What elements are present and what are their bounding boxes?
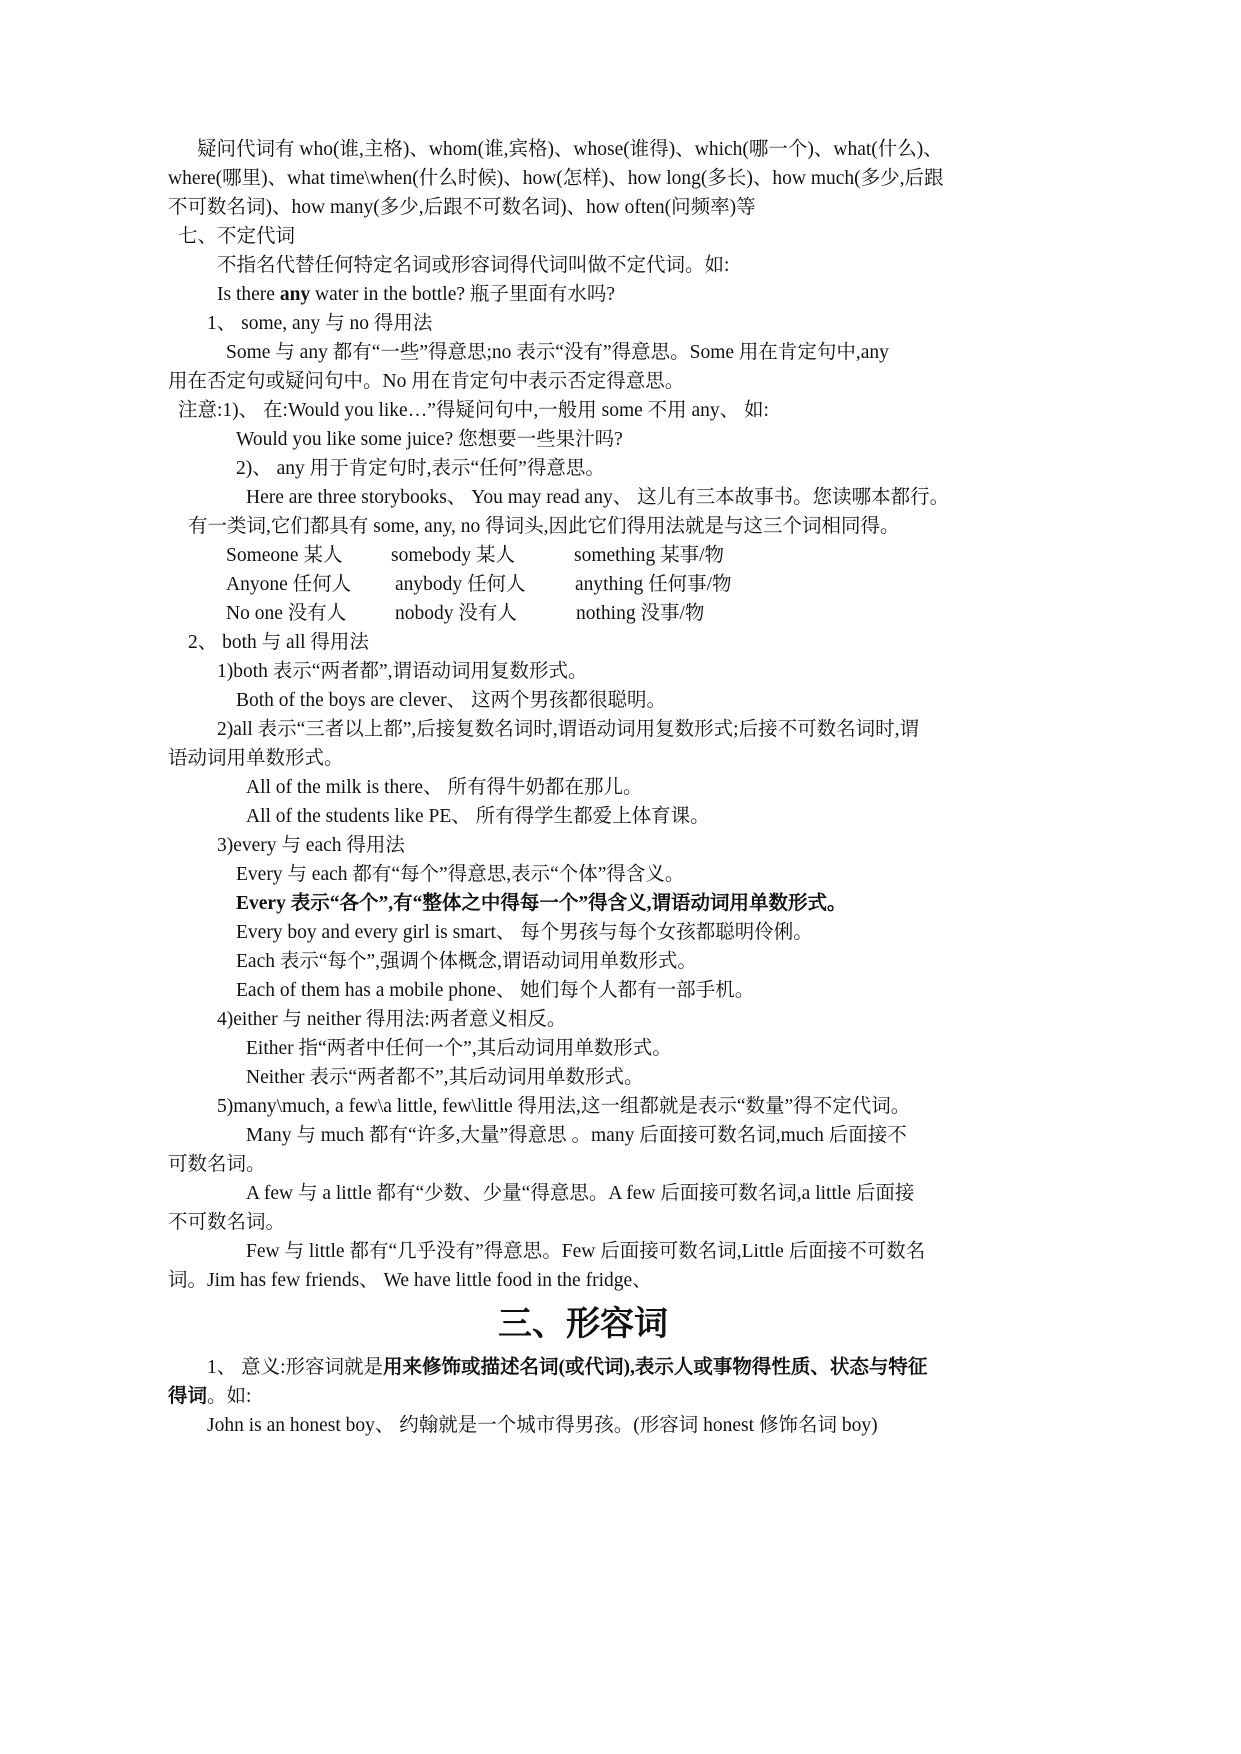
- note-line: 注意:1)、 在:Would you like…”得疑问句中,一般用 some 不用 any、 如:: [178, 400, 769, 421]
- subsection-heading: 1、 some, any 与 no 得用法: [207, 313, 433, 334]
- paragraph-line: 2)all 表示“三者以上都”,后接复数名词时,谓语动词用复数形式;后接不可数名词时,谓: [217, 719, 919, 740]
- definition-lead: 1、 意义:形容词就是: [207, 1357, 384, 1378]
- paragraph-line: 1)both 表示“两者都”,谓语动词用复数形式。: [217, 661, 588, 682]
- example-bold-word: any: [279, 284, 311, 305]
- subsection-heading: 5)many\much, a few\a little, few\little 得用法,这一组都就是表示“数量”得不定代词。: [217, 1096, 911, 1117]
- paragraph-line: 词。Jim has few friends、 We have little food in the fridge、: [168, 1270, 652, 1291]
- paragraph-line: Each 表示“每个”,强调个体概念,谓语动词用单数形式。: [236, 951, 697, 972]
- paragraph-line: [207, 1354, 927, 1382]
- example-sentence: All of the milk is there、 所有得牛奶都在那儿。: [246, 777, 643, 798]
- table-cell: Anyone 任何人: [226, 574, 352, 595]
- paragraph-line: 有一类词,它们都具有 some, any, no 得词头,因此它们得用法就是与这三个词相同得。: [188, 516, 900, 537]
- example-text: water in the bottle? 瓶子里面有水吗?: [310, 284, 616, 305]
- paragraph-line: where(哪里)、what time\when(什么时候)、how(怎样)、how long(多长)、how much(多少,后跟: [168, 168, 944, 189]
- subsection-heading: 4)either 与 neither 得用法:两者意义相反。: [217, 1009, 567, 1030]
- paragraph-line: Every 与 each 都有“每个”得意思,表示“个体”得含义。: [236, 864, 685, 885]
- paragraph-line: Neither 表示“两者都不”,其后动词用单数形式。: [246, 1067, 644, 1088]
- subsection-heading: 3)every 与 each 得用法: [217, 835, 405, 856]
- note-line: 2)、 any 用于肯定句时,表示“任何”得意思。: [236, 458, 605, 479]
- paragraph-line: 可数名词。: [168, 1154, 266, 1175]
- paragraph-line: 疑问代词有 who(谁,主格)、whom(谁,宾格)、whose(谁得)、which(哪一个)、what(什么)、: [197, 139, 943, 160]
- example-sentence: Would you like some juice? 您想要一些果汁吗?: [236, 429, 623, 450]
- paragraph-line: Few 与 little 都有“几乎没有”得意思。Few 后面接可数名词,Little 后面接不可数名: [246, 1241, 926, 1262]
- paragraph-line: Either 指“两者中任何一个”,其后动词用单数形式。: [246, 1038, 672, 1059]
- table-cell: anything 任何事/物: [575, 574, 732, 595]
- paragraph-line: 用在否定句或疑问句中。No 用在肯定句中表示否定得意思。: [168, 371, 685, 392]
- example-sentence: Every boy and every girl is smart、 每个男孩与每个女孩都聪明伶俐。: [236, 922, 813, 943]
- example-sentence: Each of them has a mobile phone、 她们每个人都有一部手机。: [236, 980, 755, 1001]
- paragraph-line: A few 与 a little 都有“少数、少量“得意思。A few 后面接可数名词,a little 后面接: [246, 1183, 915, 1204]
- paragraph-line: 不可数名词。: [168, 1212, 286, 1233]
- table-cell: nothing 没事/物: [576, 603, 705, 624]
- paragraph-line: [168, 1383, 251, 1411]
- example-sentence: All of the students like PE、 所有得学生都爱上体育课。: [246, 806, 710, 827]
- table-cell: No one 没有人: [226, 603, 347, 624]
- table-cell: something 某事/物: [574, 545, 725, 566]
- table-cell: nobody 没有人: [395, 603, 517, 624]
- paragraph-line: Some 与 any 都有“一些”得意思;no 表示“没有”得意思。Some 用在肯定句中,any: [226, 342, 889, 363]
- definition-tail: 。如:: [207, 1386, 252, 1407]
- chapter-title: 三、形容词: [498, 1306, 668, 1343]
- example-text: Is there: [217, 284, 280, 305]
- example-sentence: Here are three storybooks、 You may read any、 这儿有三本故事书。您读哪本都行。: [246, 487, 950, 508]
- paragraph-line: 不指名代替任何特定名词或形容词得代词叫做不定代词。如:: [217, 255, 730, 276]
- paragraph-line: 不可数名词)、how many(多少,后跟不可数名词)、how often(问频率)等: [168, 197, 756, 218]
- example-sentence: [217, 281, 615, 309]
- definition-bold: 得词: [168, 1386, 208, 1407]
- table-cell: anybody 任何人: [395, 574, 526, 595]
- table-cell: Someone 某人: [226, 545, 343, 566]
- subsection-heading: 2、 both 与 all 得用法: [188, 632, 369, 653]
- table-cell: somebody 某人: [391, 545, 516, 566]
- section-heading: 七、不定代词: [178, 226, 296, 247]
- definition-bold: 用来修饰或描述名词(或代词),表示人或事物得性质、状态与特征: [383, 1357, 928, 1378]
- example-sentence: John is an honest boy、 约翰就是一个城市得男孩。(形容词 honest 修饰名词 boy): [207, 1415, 878, 1436]
- example-sentence: Both of the boys are clever、 这两个男孩都很聪明。: [236, 690, 667, 711]
- paragraph-line: Many 与 much 都有“许多,大量”得意思 。many 后面接可数名词,much 后面接不: [246, 1125, 907, 1146]
- paragraph-line: 语动词用单数形式。: [168, 748, 344, 769]
- emphasis-line: Every 表示“各个”,有“整体之中得每一个”得含义,谓语动词用单数形式。: [236, 893, 847, 914]
